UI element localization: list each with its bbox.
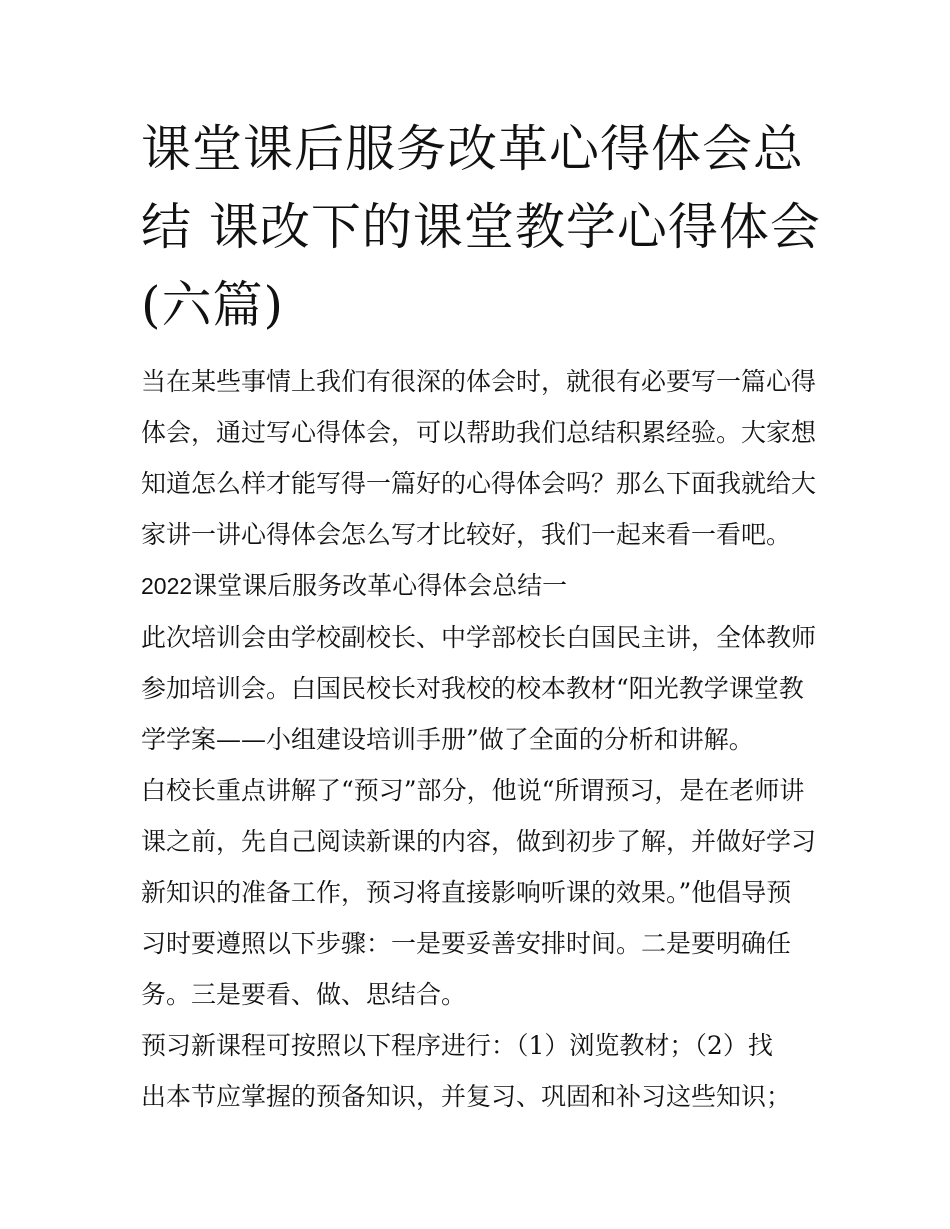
section-heading-text: 课堂课后服务改革心得体会总结一	[192, 571, 568, 600]
text-line: 务。三是要看、做、思结合。	[141, 980, 467, 1009]
text-line: 出本节应掌握的预备知识，并复习、巩固和补习这些知识；	[141, 1082, 792, 1111]
text-line: 知道怎么样才能写得一篇好的心得体会吗？那么下面我就给大	[141, 469, 817, 498]
intro-paragraph	[141, 356, 821, 560]
text-line: 家讲一讲心得体会怎么写才比较好，我们一起来看一看吧。	[141, 520, 792, 549]
body-paragraph-1	[141, 612, 821, 765]
text-line: 体会，通过写心得体会，可以帮助我们总结积累经验。大家想	[141, 418, 817, 447]
section-heading-year: 2022	[141, 573, 193, 599]
section-heading	[141, 560, 821, 612]
title-line: 结 课改下的课堂教学心得体会	[141, 198, 821, 256]
text-line: 课之前，先自己阅读新课的内容，做到初步了解，并做好学习	[141, 827, 817, 856]
document-title	[141, 110, 821, 344]
text-line: 当在某些事情上我们有很深的体会时，就很有必要写一篇心得	[141, 367, 817, 396]
title-line: (六篇)	[141, 276, 285, 334]
text-line: 此次培训会由学校副校长、中学部校长白国民主讲，全体教师	[141, 623, 817, 652]
text-line: 学学案——小组建设培训手册”做了全面的分析和讲解。	[141, 725, 754, 754]
text-line: 白校长重点讲解了“预习”部分，他说“所谓预习，是在老师讲	[141, 776, 805, 805]
text-line: 习时要遵照以下步骤：一是要妥善安排时间。二是要明确任	[141, 929, 792, 958]
body-paragraph-2	[141, 765, 821, 1020]
text-line: 新知识的准备工作，预习将直接影响听课的效果。”他倡导预	[141, 878, 792, 907]
text-line: 预习新课程可按照以下程序进行：（1）浏览教材；（2）找	[141, 1031, 773, 1060]
text-line: 参加培训会。白国民校长对我校的校本教材“阳光教学课堂教	[141, 674, 804, 703]
document-body	[141, 356, 821, 1122]
title-line: 课堂课后服务改革心得体会总	[141, 120, 804, 178]
body-paragraph-3	[141, 1020, 821, 1122]
